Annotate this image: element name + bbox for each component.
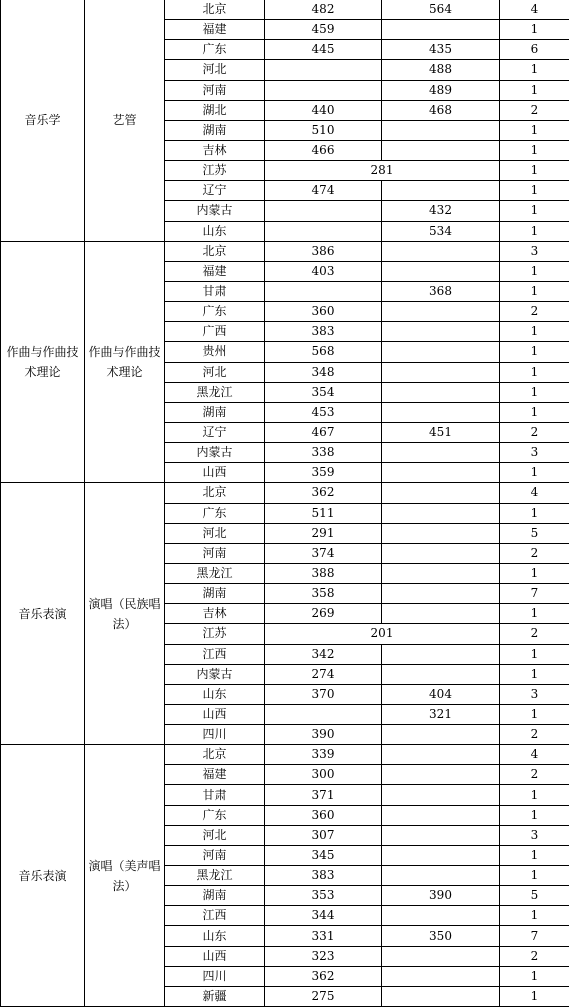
province-cell: 新疆 [165, 986, 265, 1006]
score-a-cell: 348 [265, 362, 382, 382]
score-b-cell [382, 644, 500, 664]
province-cell: 山东 [165, 684, 265, 704]
score-a-cell: 338 [265, 443, 382, 463]
score-a-cell [265, 704, 382, 724]
province-cell: 河北 [165, 60, 265, 80]
count-cell: 1 [500, 805, 569, 825]
province-cell: 内蒙古 [165, 201, 265, 221]
score-a-cell: 370 [265, 684, 382, 704]
merged-score-cell: 201 [265, 624, 500, 644]
score-a-cell [265, 201, 382, 221]
count-cell: 1 [500, 140, 569, 160]
score-a-cell: 339 [265, 745, 382, 765]
score-b-cell [382, 241, 500, 261]
count-cell: 1 [500, 604, 569, 624]
count-cell: 2 [500, 422, 569, 442]
province-cell: 四川 [165, 966, 265, 986]
province-cell: 江苏 [165, 161, 265, 181]
province-cell: 四川 [165, 725, 265, 745]
score-b-cell [382, 463, 500, 483]
score-b-cell [382, 604, 500, 624]
score-a-cell [265, 80, 382, 100]
score-a-cell: 269 [265, 604, 382, 624]
score-b-cell [382, 523, 500, 543]
score-b-cell [382, 120, 500, 140]
table-row [1, 0, 569, 20]
count-cell: 1 [500, 906, 569, 926]
province-cell: 江苏 [165, 624, 265, 644]
province-cell: 黑龙江 [165, 563, 265, 583]
score-b-cell [382, 966, 500, 986]
province-cell: 湖南 [165, 584, 265, 604]
province-cell: 山东 [165, 926, 265, 946]
score-b-cell [382, 503, 500, 523]
score-b-cell: 488 [382, 60, 500, 80]
score-a-cell: 511 [265, 503, 382, 523]
province-cell: 北京 [165, 241, 265, 261]
count-cell: 1 [500, 986, 569, 1006]
province-cell: 吉林 [165, 140, 265, 160]
count-cell: 2 [500, 543, 569, 563]
count-cell: 3 [500, 241, 569, 261]
count-cell: 1 [500, 80, 569, 100]
province-cell: 北京 [165, 0, 265, 20]
score-b-cell [382, 845, 500, 865]
table-row [1, 483, 569, 503]
province-cell: 湖南 [165, 886, 265, 906]
score-b-cell [382, 584, 500, 604]
count-cell: 2 [500, 765, 569, 785]
score-a-cell: 353 [265, 886, 382, 906]
count-cell: 1 [500, 281, 569, 301]
score-a-cell: 360 [265, 302, 382, 322]
province-cell: 山西 [165, 946, 265, 966]
province-cell: 广东 [165, 302, 265, 322]
count-cell: 1 [500, 382, 569, 402]
score-b-cell [382, 302, 500, 322]
count-cell: 1 [500, 704, 569, 724]
count-cell: 1 [500, 362, 569, 382]
count-cell: 1 [500, 966, 569, 986]
score-b-cell [382, 181, 500, 201]
table-row [1, 241, 569, 261]
count-cell: 1 [500, 60, 569, 80]
score-a-cell: 510 [265, 120, 382, 140]
score-a-cell [265, 60, 382, 80]
score-a-cell: 331 [265, 926, 382, 946]
count-cell: 1 [500, 664, 569, 684]
count-cell: 1 [500, 402, 569, 422]
score-b-cell [382, 543, 500, 563]
score-b-cell: 368 [382, 281, 500, 301]
score-b-cell [382, 866, 500, 886]
province-cell: 湖南 [165, 402, 265, 422]
major-cell: 音乐表演 [1, 745, 85, 1007]
score-a-cell: 440 [265, 100, 382, 120]
score-b-cell: 390 [382, 886, 500, 906]
score-a-cell: 403 [265, 261, 382, 281]
count-cell: 1 [500, 503, 569, 523]
score-a-cell: 467 [265, 422, 382, 442]
direction-cell: 作曲与作曲技术理论 [85, 241, 165, 483]
score-b-cell [382, 342, 500, 362]
score-b-cell [382, 322, 500, 342]
score-a-cell: 390 [265, 725, 382, 745]
count-cell: 1 [500, 322, 569, 342]
province-cell: 广东 [165, 805, 265, 825]
score-b-cell [382, 745, 500, 765]
score-a-cell: 568 [265, 342, 382, 362]
score-b-cell: 451 [382, 422, 500, 442]
score-b-cell [382, 402, 500, 422]
score-b-cell: 350 [382, 926, 500, 946]
score-a-cell: 275 [265, 986, 382, 1006]
score-b-cell: 534 [382, 221, 500, 241]
score-a-cell: 342 [265, 644, 382, 664]
count-cell: 5 [500, 886, 569, 906]
province-cell: 湖北 [165, 100, 265, 120]
score-b-cell: 321 [382, 704, 500, 724]
province-cell: 河南 [165, 845, 265, 865]
score-table-body [1, 0, 569, 1007]
count-cell: 1 [500, 20, 569, 40]
province-cell: 江西 [165, 906, 265, 926]
count-cell: 1 [500, 181, 569, 201]
province-cell: 河北 [165, 825, 265, 845]
count-cell: 7 [500, 584, 569, 604]
count-cell: 5 [500, 523, 569, 543]
score-a-cell: 323 [265, 946, 382, 966]
score-b-cell [382, 986, 500, 1006]
province-cell: 河南 [165, 543, 265, 563]
major-cell: 音乐学 [1, 0, 85, 241]
score-b-cell [382, 725, 500, 745]
score-a-cell: 445 [265, 40, 382, 60]
count-cell: 1 [500, 261, 569, 281]
score-a-cell: 388 [265, 563, 382, 583]
count-cell: 2 [500, 624, 569, 644]
score-a-cell: 274 [265, 664, 382, 684]
province-cell: 甘肃 [165, 281, 265, 301]
province-cell: 广东 [165, 40, 265, 60]
count-cell: 3 [500, 825, 569, 845]
score-a-cell: 345 [265, 845, 382, 865]
count-cell: 1 [500, 463, 569, 483]
score-a-cell: 358 [265, 584, 382, 604]
count-cell: 1 [500, 866, 569, 886]
score-b-cell: 432 [382, 201, 500, 221]
count-cell: 1 [500, 221, 569, 241]
score-b-cell [382, 140, 500, 160]
count-cell: 1 [500, 120, 569, 140]
direction-cell: 演唱（民族唱法） [85, 483, 165, 745]
score-a-cell [265, 221, 382, 241]
score-b-cell [382, 261, 500, 281]
province-cell: 广东 [165, 503, 265, 523]
count-cell: 1 [500, 201, 569, 221]
province-cell: 内蒙古 [165, 664, 265, 684]
score-a-cell: 300 [265, 765, 382, 785]
score-a-cell: 291 [265, 523, 382, 543]
province-cell: 山西 [165, 463, 265, 483]
province-cell: 福建 [165, 765, 265, 785]
province-cell: 北京 [165, 483, 265, 503]
score-b-cell [382, 563, 500, 583]
count-cell: 1 [500, 342, 569, 362]
score-a-cell: 474 [265, 181, 382, 201]
score-a-cell: 360 [265, 805, 382, 825]
province-cell: 河北 [165, 362, 265, 382]
score-a-cell: 359 [265, 463, 382, 483]
count-cell: 1 [500, 845, 569, 865]
province-cell: 河北 [165, 523, 265, 543]
score-a-cell [265, 281, 382, 301]
score-b-cell [382, 805, 500, 825]
score-b-cell: 489 [382, 80, 500, 100]
score-b-cell: 404 [382, 684, 500, 704]
score-b-cell [382, 664, 500, 684]
major-cell: 作曲与作曲技术理论 [1, 241, 85, 483]
count-cell: 2 [500, 946, 569, 966]
score-b-cell [382, 483, 500, 503]
count-cell: 2 [500, 100, 569, 120]
score-b-cell [382, 362, 500, 382]
score-b-cell: 564 [382, 0, 500, 20]
province-cell: 河南 [165, 80, 265, 100]
province-cell: 山东 [165, 221, 265, 241]
merged-score-cell: 281 [265, 161, 500, 181]
province-cell: 辽宁 [165, 181, 265, 201]
province-cell: 甘肃 [165, 785, 265, 805]
score-a-cell: 362 [265, 483, 382, 503]
count-cell: 1 [500, 563, 569, 583]
score-a-cell: 453 [265, 402, 382, 422]
score-b-cell: 468 [382, 100, 500, 120]
direction-cell: 演唱（美声唱法） [85, 745, 165, 1007]
province-cell: 湖南 [165, 120, 265, 140]
province-cell: 黑龙江 [165, 866, 265, 886]
province-cell: 辽宁 [165, 422, 265, 442]
province-cell: 北京 [165, 745, 265, 765]
score-b-cell [382, 825, 500, 845]
score-a-cell: 383 [265, 866, 382, 886]
province-cell: 山西 [165, 704, 265, 724]
score-a-cell: 466 [265, 140, 382, 160]
province-cell: 福建 [165, 261, 265, 281]
score-b-cell [382, 20, 500, 40]
province-cell: 江西 [165, 644, 265, 664]
score-a-cell: 362 [265, 966, 382, 986]
score-b-cell [382, 946, 500, 966]
count-cell: 7 [500, 926, 569, 946]
score-a-cell: 371 [265, 785, 382, 805]
score-b-cell: 435 [382, 40, 500, 60]
major-cell: 音乐表演 [1, 483, 85, 745]
score-a-cell: 482 [265, 0, 382, 20]
count-cell: 4 [500, 745, 569, 765]
count-cell: 1 [500, 785, 569, 805]
score-a-cell: 459 [265, 20, 382, 40]
province-cell: 内蒙古 [165, 443, 265, 463]
score-b-cell [382, 906, 500, 926]
score-b-cell [382, 765, 500, 785]
count-cell: 1 [500, 644, 569, 664]
count-cell: 4 [500, 483, 569, 503]
count-cell: 2 [500, 302, 569, 322]
score-a-cell: 307 [265, 825, 382, 845]
table-row [1, 745, 569, 765]
count-cell: 3 [500, 443, 569, 463]
count-cell: 3 [500, 684, 569, 704]
province-cell: 黑龙江 [165, 382, 265, 402]
score-a-cell: 386 [265, 241, 382, 261]
count-cell: 6 [500, 40, 569, 60]
score-a-cell: 383 [265, 322, 382, 342]
province-cell: 广西 [165, 322, 265, 342]
score-a-cell: 354 [265, 382, 382, 402]
score-b-cell [382, 785, 500, 805]
score-a-cell: 374 [265, 543, 382, 563]
count-cell: 2 [500, 725, 569, 745]
direction-cell: 艺管 [85, 0, 165, 241]
province-cell: 吉林 [165, 604, 265, 624]
count-cell: 4 [500, 0, 569, 20]
score-a-cell: 344 [265, 906, 382, 926]
province-cell: 贵州 [165, 342, 265, 362]
score-b-cell [382, 443, 500, 463]
province-cell: 福建 [165, 20, 265, 40]
count-cell: 1 [500, 161, 569, 181]
score-b-cell [382, 382, 500, 402]
